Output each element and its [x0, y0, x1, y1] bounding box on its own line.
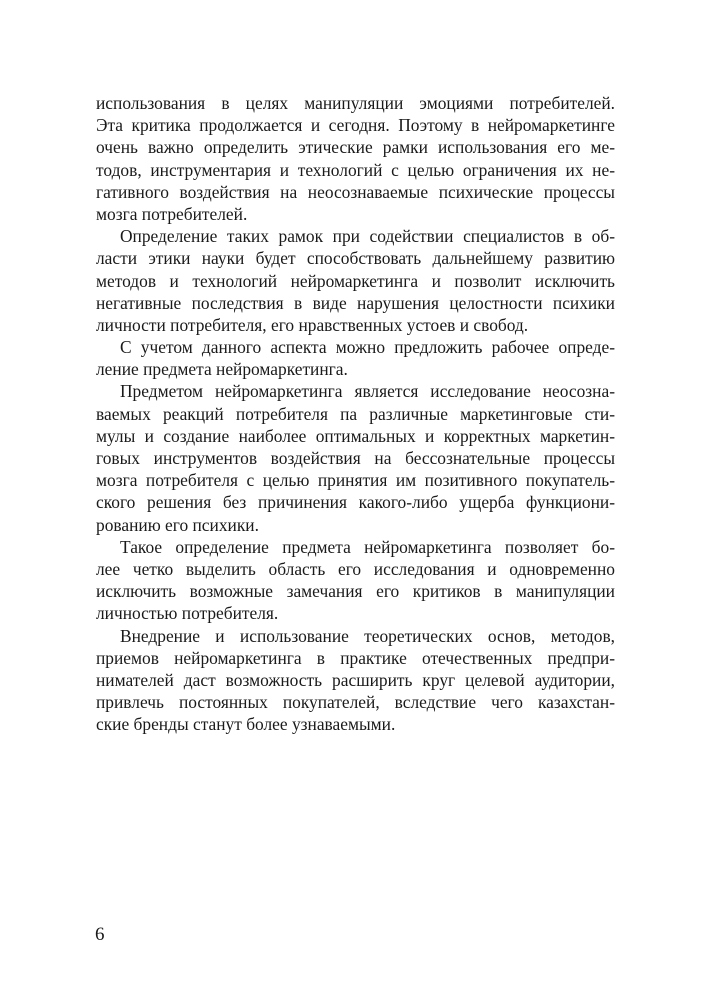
- text-line: Предметом нейромаркетинга является исследование неосозна-: [120, 381, 615, 402]
- paragraph: [96, 625, 615, 736]
- text-line: мозга потребителя с целью принятия им позитивного покупатель-: [96, 470, 615, 491]
- text-line: говых инструментов воздействия на бессознательные процессы: [96, 448, 615, 468]
- text-line: рованию его психики.: [96, 514, 259, 535]
- text-line: ласти этики науки будет способствовать дальнейшему развитию: [96, 248, 615, 269]
- paragraph: [96, 92, 615, 225]
- text-line: Внедрение и использование теоретических основ, методов,: [120, 625, 615, 646]
- text-line: привлечь постоянных покупателей, вследствие чего казахстан-: [96, 692, 615, 713]
- text-line: ваемых реакций потребителя па различные маркетинговые сти-: [96, 403, 615, 424]
- text-line: исключить возможные замечания его критиков в манипуляции: [96, 581, 615, 602]
- text-line: Определение таких рамок при содействии специалистов в об-: [120, 226, 615, 247]
- text-line: личностью потребителя.: [96, 603, 279, 624]
- text-line: негативные последствия в виде нарушения целостности психики: [96, 292, 615, 313]
- text-line: тодов, инструментария и технологий с целью ограничения их не-: [96, 159, 615, 180]
- text-line: мулы и создание наиболее оптимальных и корректных маркетин-: [96, 425, 615, 446]
- page-number: 6: [95, 924, 105, 945]
- text-line: приемов нейромаркетинга в практике отечественных предпри-: [96, 647, 615, 668]
- text-line: методов и технологий нейромаркетинга и позволит исключить: [96, 270, 615, 291]
- paragraph: [96, 536, 615, 625]
- text-line: С учетом данного аспекта можно предложить рабочее опреде-: [120, 337, 615, 358]
- text-line: очень важно определить этические рамки использования его ме-: [96, 137, 615, 158]
- text-line: Эта критика продолжается и сегодня. Поэтому в нейромаркетинге: [96, 115, 615, 136]
- text-line: лее четко выделить область его исследования и одновременно: [96, 558, 615, 579]
- text-line: ские бренды станут более узнаваемыми.: [96, 714, 396, 735]
- text-line: гативного воздействия на неосознаваемые психические процессы: [96, 181, 615, 202]
- text-line: нимателей даст возможность расширить круг целевой аудитории,: [96, 669, 615, 690]
- text-line: мозга потребителей.: [96, 203, 248, 224]
- page-body: [96, 92, 615, 735]
- text-line: ление предмета нейромаркетинга.: [96, 359, 348, 380]
- paragraph: [96, 225, 615, 336]
- text-line: Такое определение предмета нейромаркетинга позволяет бо-: [120, 536, 615, 557]
- paragraph: [96, 336, 615, 380]
- text-line: ского решения без причинения какого-либо ущерба функциони-: [96, 492, 615, 513]
- text-line: личности потребителя, его нравственных устоев и свобод.: [96, 314, 529, 335]
- text-line: использования в целях манипуляции эмоциями потребителей.: [96, 93, 615, 113]
- paragraph: [96, 380, 615, 535]
